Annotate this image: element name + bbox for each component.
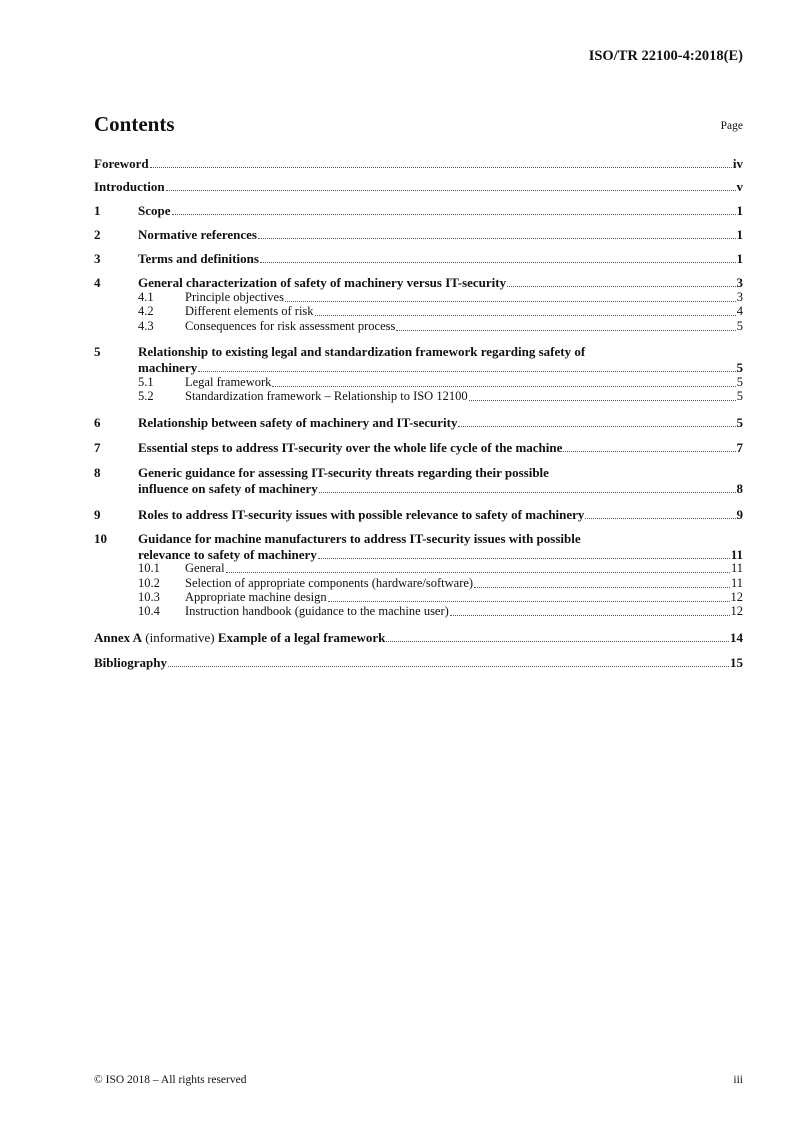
- leader-dots: [469, 400, 736, 401]
- toc-entry-page: 5: [736, 389, 743, 403]
- toc-entry-title: Foreword: [94, 156, 149, 171]
- leader-dots: [585, 518, 735, 519]
- toc-entry-page: 9: [736, 507, 743, 522]
- toc-entry-page: 11: [730, 561, 743, 575]
- toc-entry-page: 12: [730, 604, 743, 618]
- toc-entry[interactable]: [94, 630, 743, 645]
- toc-entry-title: Introduction: [94, 179, 165, 194]
- toc-entry-page: 14: [730, 630, 743, 645]
- toc-entry-number: 10.2: [138, 576, 160, 590]
- toc-entry[interactable]: [94, 481, 743, 496]
- leader-dots: [272, 386, 735, 387]
- leader-dots: [318, 558, 730, 559]
- leader-dots: [166, 190, 736, 191]
- leader-dots: [168, 666, 729, 667]
- annex-title: Example of a legal framework: [217, 630, 386, 645]
- leader-dots: [150, 167, 732, 168]
- toc-entry[interactable]: [94, 590, 743, 605]
- toc-entry[interactable]: [94, 561, 743, 576]
- toc-entry[interactable]: [94, 655, 743, 670]
- toc-entry-title-line1: Relationship to existing legal and standardization framework regarding safety of: [138, 344, 586, 359]
- toc-entry-title: Legal framework: [185, 375, 272, 389]
- leader-dots: [315, 315, 736, 316]
- toc-entry-number: 10: [94, 531, 107, 546]
- toc-entry[interactable]: [94, 304, 743, 319]
- toc-entry-title: General characterization of safety of machinery versus IT-security: [138, 275, 507, 290]
- leader-dots: [396, 330, 735, 331]
- toc-entry[interactable]: [94, 604, 743, 619]
- toc-entry[interactable]: [94, 227, 743, 242]
- toc-entry-number: 10.3: [138, 590, 160, 604]
- toc-entry-number: 10.1: [138, 561, 160, 575]
- toc-entry-title: Bibliography: [94, 655, 167, 670]
- toc-entry[interactable]: [94, 375, 743, 390]
- toc-entry[interactable]: [94, 547, 743, 562]
- leader-dots: [386, 641, 729, 642]
- toc-entry-title: [94, 630, 385, 645]
- toc-entry-page: 4: [736, 304, 743, 318]
- toc-entry-title: Terms and definitions: [138, 251, 259, 266]
- toc-entry-page: 11: [730, 576, 743, 590]
- page-column-label: Page: [720, 120, 743, 132]
- toc-entry-page: 1: [736, 227, 743, 242]
- toc-entry-number: 9: [94, 507, 101, 522]
- toc-entry-title: machinery: [138, 360, 198, 375]
- toc-entry-page: 11: [730, 547, 743, 562]
- toc-entry[interactable]: [94, 275, 743, 290]
- toc-entry-page: 5: [736, 319, 743, 333]
- toc-entry[interactable]: [94, 440, 743, 455]
- leader-dots: [198, 371, 735, 372]
- toc-entry-title: Principle objectives: [185, 290, 284, 304]
- toc-entry[interactable]: [94, 415, 743, 430]
- toc-entry[interactable]: [94, 251, 743, 266]
- toc-entry-page: 7: [736, 440, 743, 455]
- toc-entry-number: 5: [94, 344, 101, 359]
- document-id-header: ISO/TR 22100-4:2018(E): [588, 48, 743, 64]
- leader-dots: [328, 601, 730, 602]
- toc-entry-title: relevance to safety of machinery: [138, 547, 317, 562]
- toc-entry-number: 4: [94, 275, 101, 290]
- toc-entry-number: 2: [94, 227, 101, 242]
- leader-dots: [285, 301, 736, 302]
- annex-informative: (informative): [142, 630, 218, 645]
- toc-entry-title-line1: Guidance for machine manufacturers to address IT-security issues with possible: [138, 531, 581, 546]
- leader-dots: [172, 214, 736, 215]
- toc-entry-title: Roles to address IT-security issues with possible relevance to safety of machinery: [138, 507, 585, 522]
- toc-entry-title: Scope: [138, 203, 171, 218]
- toc-entry-number: 4.2: [138, 304, 154, 318]
- page-number-footer: iii: [733, 1074, 743, 1086]
- toc-entry[interactable]: [94, 389, 743, 404]
- toc-entry-title: influence on safety of machinery: [138, 481, 318, 496]
- toc-entry-number: 4.1: [138, 290, 154, 304]
- leader-dots: [226, 572, 730, 573]
- toc-entry-title: Selection of appropriate components (hardware/software): [185, 576, 474, 590]
- toc-entry-page: 15: [730, 655, 743, 670]
- toc-entry-title: Consequences for risk assessment process: [185, 319, 396, 333]
- toc-entry-title: Appropriate machine design: [185, 590, 327, 604]
- toc-entry-page: 3: [736, 275, 743, 290]
- toc-entry[interactable]: [94, 156, 743, 171]
- toc-entry-number: 3: [94, 251, 101, 266]
- leader-dots: [474, 587, 730, 588]
- toc-entry-number: 6: [94, 415, 101, 430]
- leader-dots: [563, 451, 735, 452]
- toc-entry-page: 5: [736, 360, 743, 375]
- toc-entry-page: 1: [736, 203, 743, 218]
- toc-entry-number: 10.4: [138, 604, 160, 618]
- page-title: Contents: [94, 112, 175, 136]
- leader-dots: [507, 286, 735, 287]
- leader-dots: [260, 262, 736, 263]
- toc-entry-page: 1: [736, 251, 743, 266]
- annex-label: Annex A: [94, 630, 143, 645]
- leader-dots: [458, 426, 735, 427]
- toc-entry-number: 7: [94, 440, 101, 455]
- toc-entry-title: Standardization framework – Relationship to ISO 12100: [185, 389, 468, 403]
- toc-entry[interactable]: [94, 179, 743, 194]
- toc-entry[interactable]: [94, 507, 743, 522]
- leader-dots: [450, 615, 730, 616]
- toc-entry-number: 4.3: [138, 319, 154, 333]
- toc-entry[interactable]: [94, 576, 743, 591]
- toc-entry-page: 5: [736, 415, 743, 430]
- leader-dots: [319, 492, 736, 493]
- toc-entry-number: 5.1: [138, 375, 154, 389]
- toc-entry-page: v: [736, 179, 743, 194]
- toc-entry-page: 12: [730, 590, 743, 604]
- toc-entry-title: Different elements of risk: [185, 304, 314, 318]
- toc-entry-title: General: [185, 561, 225, 575]
- toc-entry[interactable]: [94, 319, 743, 334]
- leader-dots: [258, 238, 736, 239]
- toc-entry-title-line1: Generic guidance for assessing IT-security threats regarding their possible: [138, 465, 549, 480]
- toc-entry-page: 3: [736, 290, 743, 304]
- toc-entry-title: Relationship between safety of machinery and IT-security: [138, 415, 458, 430]
- toc-entry[interactable]: [94, 360, 743, 375]
- toc-entry-number: 8: [94, 465, 101, 480]
- toc-entry-number: 5.2: [138, 389, 154, 403]
- copyright-footer: © ISO 2018 – All rights reserved: [94, 1074, 247, 1086]
- toc-entry-title: Instruction handbook (guidance to the machine user): [185, 604, 449, 618]
- toc-entry[interactable]: [94, 290, 743, 305]
- toc-entry-page: iv: [732, 156, 743, 171]
- toc-entry-title: Normative references: [138, 227, 257, 242]
- toc-entry-page: 8: [736, 481, 743, 496]
- toc-entry-title: Essential steps to address IT-security over the whole life cycle of the machine: [138, 440, 563, 455]
- toc-entry[interactable]: [94, 203, 743, 218]
- toc-entry-page: 5: [736, 375, 743, 389]
- toc-entry-number: 1: [94, 203, 101, 218]
